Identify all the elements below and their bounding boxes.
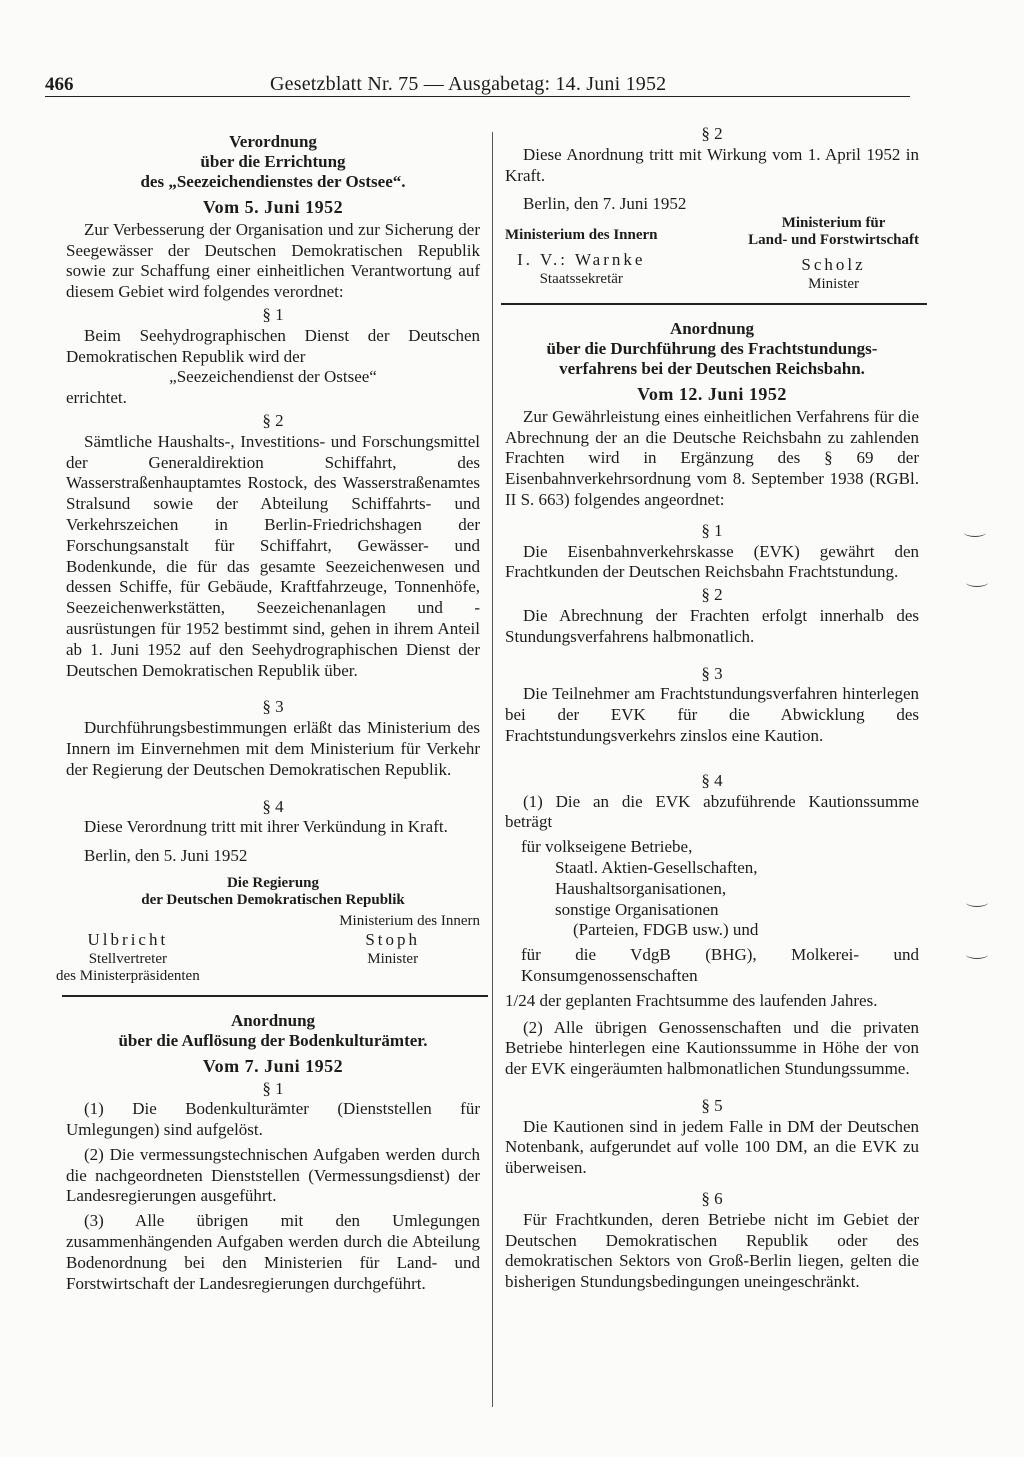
fs-list-item-5: (Parteien, FDGB usw.) und <box>573 920 759 940</box>
order-date: Vom 7. Juni 1952 <box>202 1055 344 1076</box>
fs-section-1-text: Die Eisenbahnverkehrskasse (EVK) gewährt den Frachtkunden der Deutschen Reichsbahn Frachtstundung. <box>505 541 919 582</box>
decree-preamble: Zur Verbesserung der Organisation und zur Sicherung der Seegewässer der Deutschen Demokratischen Republik sowie zur Schaffung einer einheitlichen Verantwortung auf diesem Gebiet wird folgendes verordnet: <box>66 219 480 302</box>
section-1-end: errichtet. <box>66 388 127 408</box>
fs-section-6-label: § 6 <box>701 1189 723 1209</box>
fs-list-item-1: für volkseigene Betriebe, <box>521 837 693 857</box>
right-column <box>505 122 919 1293</box>
section-4-label: § 4 <box>262 796 284 816</box>
government-line2: der Deutschen Demokratischen Republik <box>141 891 405 908</box>
signature-scholz-role: Minister <box>808 275 859 292</box>
fs-section-5-text: Die Kautionen sind in jedem Falle in DM der Deutschen Notenbank, aufgerundet auf volle 100 DM, an die EVK zu überweisen. <box>505 1116 919 1178</box>
ministry-interior: Ministerium des Innern <box>339 912 480 929</box>
signature-warnke-role: Staatssekretär <box>539 270 623 287</box>
verordnung-seezeichendienst <box>56 132 480 985</box>
cont-signature-block <box>505 215 919 293</box>
order-para-2: (2) Die vermessungstechnischen Aufgaben werden durch die nachgeordneten Dienststellen (Vermessungsdienst) der Landesregierungen ausgeführt. <box>66 1144 480 1206</box>
signature-ulbricht-role2: des Ministerpräsidenten <box>56 967 200 984</box>
fs-section-2-label: § 2 <box>701 585 723 605</box>
place-date: Berlin, den 5. Juni 1952 <box>84 846 248 866</box>
fs-section-1-label: § 1 <box>701 520 723 540</box>
order-title-line2: über die Auflösung der Bodenkulturämter. <box>118 1030 428 1050</box>
section-1-text: Beim Seehydrographischen Dienst der Deutschen Demokratischen Republik wird der <box>66 325 480 366</box>
fs-date: Vom 12. Juni 1952 <box>637 383 787 404</box>
cont-place-date: Berlin, den 7. Juni 1952 <box>523 194 687 214</box>
fs-section-3-text: Die Teilnehmer am Frachtstundungsverfahren hinterlegen bei der EVK für die Abwicklung des Frachtstundungsverkehrs zinslos eine Kaution. <box>505 684 919 745</box>
margin-mark <box>966 578 988 587</box>
header-rule <box>45 96 910 97</box>
section-divider <box>62 995 488 997</box>
cont-section-2-label: § 2 <box>701 124 723 143</box>
fs-list-item-2: Staatl. Aktien-Gesellschaften, <box>555 857 758 877</box>
section-3-label: § 3 <box>262 697 284 717</box>
signature-warnke: I. V.: Warnke <box>517 250 646 270</box>
fs-title-line3: verfahrens bei der Deutschen Reichsbahn. <box>559 358 865 378</box>
order-title-line1: Anordnung <box>230 1010 316 1030</box>
section-1-label: § 1 <box>262 304 284 324</box>
fs-title-line2: über die Durchführung des Frachtstundungs- <box>546 338 878 358</box>
anordnung-frachtstundung <box>505 319 919 1293</box>
fs-section-2-text: Die Abrechnung der Frachten erfolgt innerhalb des Stundungsverfahrens halbmonatlich. <box>505 605 919 646</box>
fs-section-4-fraction: 1/24 der geplanten Frachtsumme des laufenden Jahres. <box>505 990 878 1010</box>
fs-list-item-6: für die VdgB (BHG), Molkerei- und Konsumgenossenschaften <box>521 945 919 985</box>
decree-date: Vom 5. Juni 1952 <box>202 197 344 217</box>
fs-section-4-para-2: (2) Alle übrigen Genossenschaften und die privaten Betriebe hinterlegen eine Kautionssumme in Höhe der von der EVK eingeräumten halbmonatlichen Stundungssumme. <box>505 1017 919 1079</box>
order-para-1: (1) Die Bodenkulturämter (Dienststellen für Umlegungen) sind aufgelöst. <box>66 1099 480 1140</box>
margin-mark <box>966 898 988 907</box>
decree-title-line2: über die Errichtung <box>200 152 346 171</box>
cont-ministry-agri-line1: Ministerium für <box>781 215 886 232</box>
margin-mark <box>966 950 988 959</box>
page-number: 466 <box>45 74 74 95</box>
column-divider <box>492 132 493 1407</box>
decree-title-line3: des „Seezeichendienstes der Ostsee“. <box>140 172 406 191</box>
section-2-label: § 2 <box>262 410 284 430</box>
government-line1: Die Regierung <box>226 874 320 891</box>
section-4-text: Diese Verordnung tritt mit ihrer Verkündung in Kraft. <box>84 817 448 837</box>
order-para-3: (3) Alle übrigen mit den Umlegungen zusammenhängenden Aufgaben werden durch die Abteilung Bodenordnung bei den Ministerien für Land- und Forstwirtschaft der Landesregierungen durchgeführt. <box>66 1211 480 1293</box>
right-section-divider <box>501 303 927 305</box>
left-column <box>56 132 480 1294</box>
fs-section-4-para-1: (1) Die an die EVK abzuführende Kautionssumme beträgt <box>505 791 919 832</box>
margin-mark <box>964 528 986 537</box>
order-section-1-label: § 1 <box>262 1078 284 1098</box>
fs-section-6-text: Für Frachtkunden, deren Betriebe nicht im Gebiet der Deutschen Demokratischen Republik oder des demokratischen Sektors von Groß-Berlin liegen, gelten die bisherigen Stundungsbedingungen uneingeschränkt. <box>505 1209 919 1292</box>
fs-preamble: Zur Gewährleistung eines einheitlichen Verfahrens für die Abrechnung der an die Deutsche Reichsbahn zu zahlenden Frachten wird in Ergänzung des § 69 der Eisenbahnverkehrsordnung vom 8. September 1938 (RGBl. II S. 663) folgendes angeordnet: <box>505 406 919 509</box>
decree-title-line1: Verordnung <box>229 132 317 151</box>
signature-stoph: Stoph <box>365 929 420 949</box>
section-3-text: Durchführungsbestimmungen erläßt das Ministerium des Innern im Einvernehmen mit dem Ministerium für Verkehr der Regierung der Deutschen Demokratischen Republik. <box>66 718 480 779</box>
fs-section-4-label: § 4 <box>701 770 723 790</box>
cont-section-2-text: Diese Anordnung tritt mit Wirkung vom 1. April 1952 in Kraft. <box>505 144 919 185</box>
running-header: Gesetzblatt Nr. 75 — Ausgabetag: 14. Juni 1952 <box>270 73 667 95</box>
section-1-quote: „Seezeichendienst der Ostsee“ <box>169 367 377 387</box>
signature-ulbricht-role1: Stellvertreter <box>88 950 167 967</box>
signature-ulbricht: Ulbricht <box>87 929 169 949</box>
section-2-text: Sämtliche Haushalts-, Investitions- und Forschungsmittel der Generaldirektion Schiffahrt, des Wasserstraßenhauptamtes Rostock, des Wasserstraßenamtes Stralsund sowie der Abteilung Schiffahrts- und Verkehrszeichen in Berlin-Friedrichshagen der Forschungsanstalt für Schiffahrt, Gewässer- und Bodenkunde, die für das gesamte Seezeichenwesen und dessen Schiffe, für Gebäude, Kraftfahrzeuge, Tonnenhöfe, Seezeichenwerkstätten, Seezeichenanlagen und -ausrüstungen für 1952 bestimmt sind, gehen in ihrem Anteil ab 1. Juni 1952 auf den Seehydrographischen Dienst der Deutschen Demokratischen Republik über. <box>66 431 480 680</box>
cont-ministry-interior: Ministerium des Innern <box>505 227 658 244</box>
fs-section-3-label: § 3 <box>701 663 723 683</box>
signature-stoph-role: Minister <box>367 950 419 967</box>
cont-ministry-agri-line2: Land- und Forstwirtschaft <box>748 232 919 249</box>
fs-title-line1: Anordnung <box>669 318 755 338</box>
anordnung-bodenkulturaemter <box>66 1011 480 1295</box>
fs-list-item-3: Haushaltsorganisationen, <box>555 878 727 898</box>
fs-list-item-4: sonstige Organisationen <box>555 899 719 919</box>
fs-section-5-label: § 5 <box>701 1095 723 1115</box>
signature-scholz: Scholz <box>801 255 866 275</box>
anordnung-continuation <box>505 124 919 293</box>
signature-block <box>56 929 480 985</box>
